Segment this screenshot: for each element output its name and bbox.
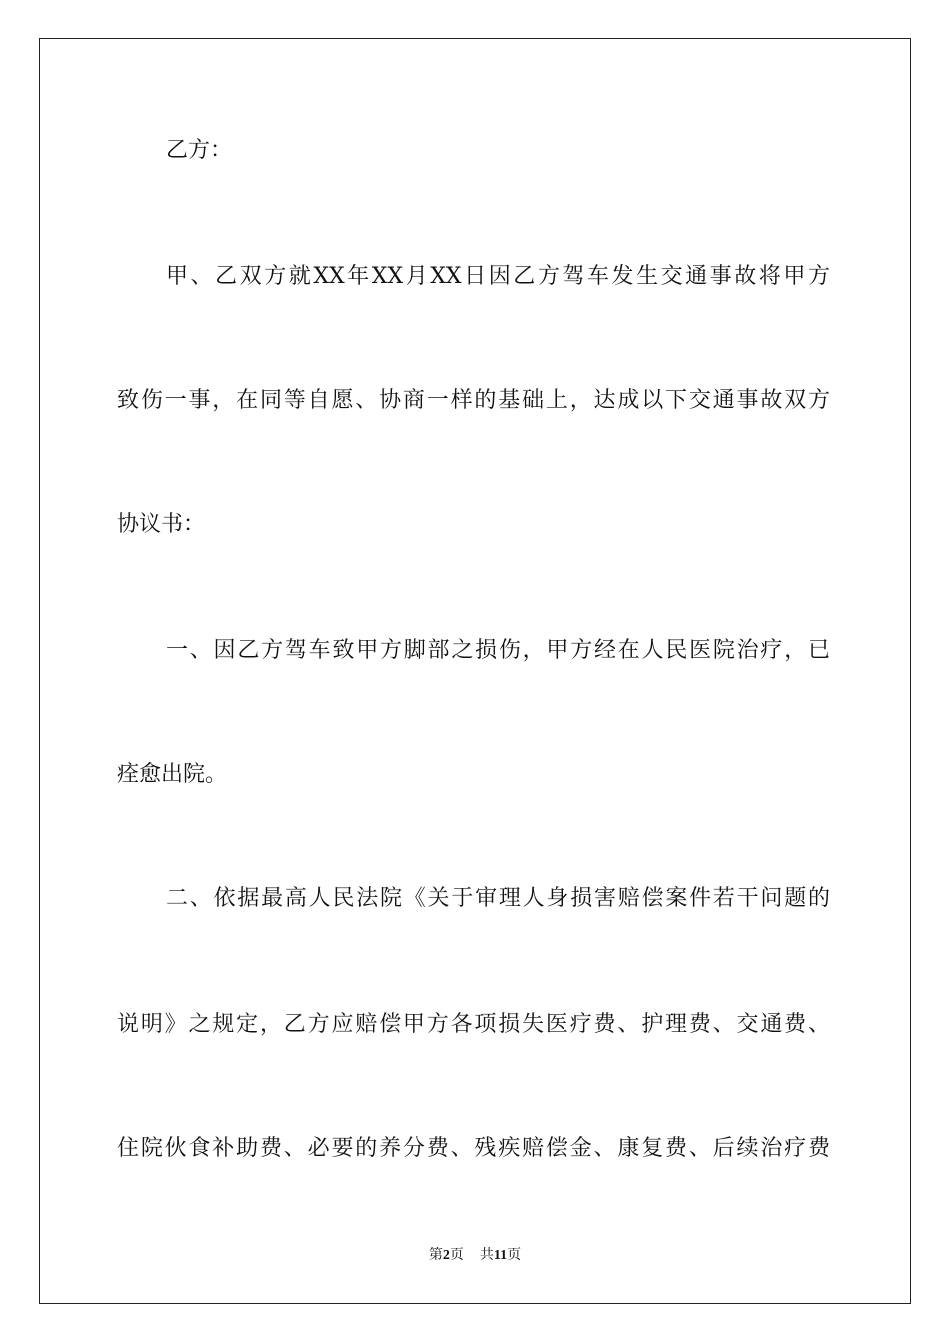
paragraph-1-line-1: 甲、乙双方就XX年XX月XX日因乙方驾车发生交通事故将甲方: [166, 264, 830, 289]
page-suffix: 页: [449, 1248, 464, 1263]
total-prefix: 共: [479, 1248, 494, 1263]
paragraph-1-line-3: 协议书：: [117, 512, 206, 537]
total-pages: 11: [493, 1248, 508, 1263]
page-prefix: 第: [428, 1248, 443, 1263]
page-footer: [0, 1246, 950, 1266]
page-number: 2: [442, 1248, 450, 1263]
party-b-label: 乙方：: [166, 138, 233, 163]
page-frame: [39, 38, 911, 1304]
paragraph-2-line-1: 一、因乙方驾车致甲方脚部之损伤，甲方经在人民医院治疗，已: [166, 638, 830, 663]
paragraph-3-line-1: 二、依据最高人民法院《关于审理人身损害赔偿案件若干问题的: [166, 886, 830, 911]
paragraph-2-line-2: 痊愈出院。: [117, 762, 228, 787]
paragraph-3-line-2: 说明》之规定，乙方应赔偿甲方各项损失医疗费、护理费、交通费、: [117, 1012, 830, 1037]
paragraph-3-line-3: 住院伙食补助费、必要的养分费、残疾赔偿金、康复费、后续治疗费: [117, 1136, 830, 1161]
total-suffix: 页: [507, 1248, 522, 1263]
paragraph-1-line-2: 致伤一事，在同等自愿、协商一样的基础上，达成以下交通事故双方: [117, 388, 830, 413]
